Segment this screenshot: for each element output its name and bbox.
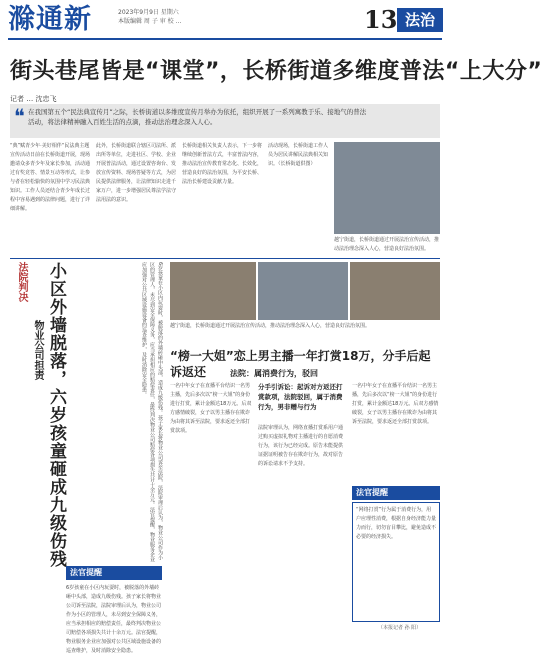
issue-date: 2023年9月9日 星期六 <box>118 9 179 16</box>
lead-byline: 记者 … 沈忠飞 <box>10 95 57 103</box>
second-kicker-sub: 物业公司担责 <box>32 320 43 380</box>
second-headline: 小区外墙脱落，六岁孩童砸成九级伤残 <box>46 262 66 568</box>
story-photo-left <box>170 262 256 320</box>
lead-body-col-1: “典”赋青少年·美好相伴“民法典主题宣传活动日前在长桥街道开展，现场邀请众多青少年及家长参加，活动通过有奖竞答、情景互动等形式，让参与者在轻松愉快的氛围中学习民法典知识。工作人员还结合青少年成长过程中容易遇到的法律问题，进行了详细讲解。 <box>10 143 91 212</box>
third-credit: （本报记者 孙 阳） <box>378 625 422 631</box>
masthead <box>8 4 442 40</box>
second-kicker: 法院判决 <box>16 262 27 302</box>
lead-body-col-4: 活动现场，长桥街道工作人员为居民讲解民法典相关知识。（长桥街道供图） <box>268 143 329 167</box>
story-divider <box>10 258 440 259</box>
newspaper-logo: 滁通新 <box>8 4 92 35</box>
third-headline: “榜一大姐”恋上男主播一年打赏18万，分手后起诉返还 <box>170 349 431 379</box>
third-subline: 法院：属消费行为，驳回 <box>230 369 318 378</box>
lead-summary: 在我国第五个“民法典宣传月”之际，长桥街道以多维度宣传月举办为依托，组织开展了一系列寓教于乐、接地气的普法活动，将法律精神融入百姓生活的点滴，推动法治理念深入人心。 <box>28 108 367 126</box>
second-tip-body: 6岁孩童在小区内玩耍时，被脱落的外墙砖砸中头部，造成九级伤残。孩子家长将物业公司诉至法院，法院审理后认为，物业公司作为小区的管理人，未尽到安全保障义务，应当承担相应的赔偿责任，最终判决物业公司赔偿各项损失共计十余万元。法官提醒，物业服务企业应加强对公共区域设施设备的巡查维护，及时消除安全隐患。 <box>66 585 162 654</box>
second-body: 6岁孩童在小区内玩耍时，被脱落的外墙砖砸中头部，造成九级伤残。孩子家长将物业公司诉至法院，法院审理后认为，物业公司作为小区的管理人，未尽到安全保障义务，应当承担相应的赔偿责任，最终判决物业公司赔偿各项损失共计十余万元。法官提醒，物业服务企业应加强对公共区域设施设备的巡查维护，及时消除安全隐患。 <box>141 262 163 562</box>
story-photo-right <box>350 262 440 320</box>
lead-photo <box>334 142 440 234</box>
section-tab: 法治 <box>397 8 443 32</box>
lead-photo-caption: 越宁街道，长桥街道通过开展法治宣传活动，推动法治理念深入人心，营造良好法治氛围。 <box>334 237 440 252</box>
third-body-mid: 法院审理认为，网络直播打赏系用户通过购买虚拟礼物对主播进行的自愿消费行为，该行为已经完成。原告未能提供证据证明被告存在欺诈行为，故对原告的诉讼请求不予支持。 <box>258 425 344 467</box>
masthead-rule <box>8 38 442 40</box>
story-photo-caption: 越宁街道，长桥街道通过开展法治宣传活动，推动法治理念深入人心，营造良好法治氛围。 <box>170 323 371 329</box>
quote-mark-icon: ❝ <box>14 104 25 128</box>
lead-body-col-3: 长桥街道相关负责人表示，下一步将继续创新普法方式，丰富普法内容，推动法治宣传教育常态化、长效化，营造良好的法治氛围，为平安长桥、法治长桥建设贡献力量。 <box>182 143 263 185</box>
dateline <box>118 8 182 26</box>
lead-headline: 街头巷尾皆是“课堂”，长桥街道多维度普法“上大分” <box>10 59 542 84</box>
second-tip-label: 法官提醒 <box>66 566 162 580</box>
page-number: 13 <box>364 5 398 34</box>
third-tip-label: 法官提醒 <box>352 486 440 500</box>
third-body-right: 一名中年女子在直播平台结识一名男主播，先后多次以“榜一大姐”的身份进行打赏，累计金额达18万元。后双方感情破裂，女子以男主播存在欺诈为由将其诉至法院，要求返还全部打赏款项。 <box>352 383 439 425</box>
story-photo-mid <box>258 262 348 320</box>
third-body-left: 一名中年女子在直播平台结识一名男主播，先后多次以“榜一大姐”的身份进行打赏，累计金额达18万元。后双方感情破裂，女子以男主播存在欺诈为由将其诉至法院，要求返还全部打赏款项。 <box>170 383 252 434</box>
lead-body-col-2: 此外，长桥街道联合辖区司法所、派出所等单位，走进社区、学校、企业开展普法活动，通过设置咨询台、发放宣传资料、现场答疑等方式，为居民提供法律服务，让法律知识走进千家万户，进一步增强居民尊法学法守法用法的意识。 <box>96 143 177 203</box>
editor-line: 本版编辑 周 子 审 校 … <box>118 18 182 25</box>
third-tip-text: “网络打赏”行为属于消费行为，用户应理性消费，根据自身经济能力量力而行，切勿盲目攀比，避免造成不必要的经济损失。 <box>356 507 437 540</box>
third-subhead: 分手引诉讼：起诉对方返还打赏款项，法院驳回，属于消费行为，男非赠与行为 <box>258 383 343 411</box>
